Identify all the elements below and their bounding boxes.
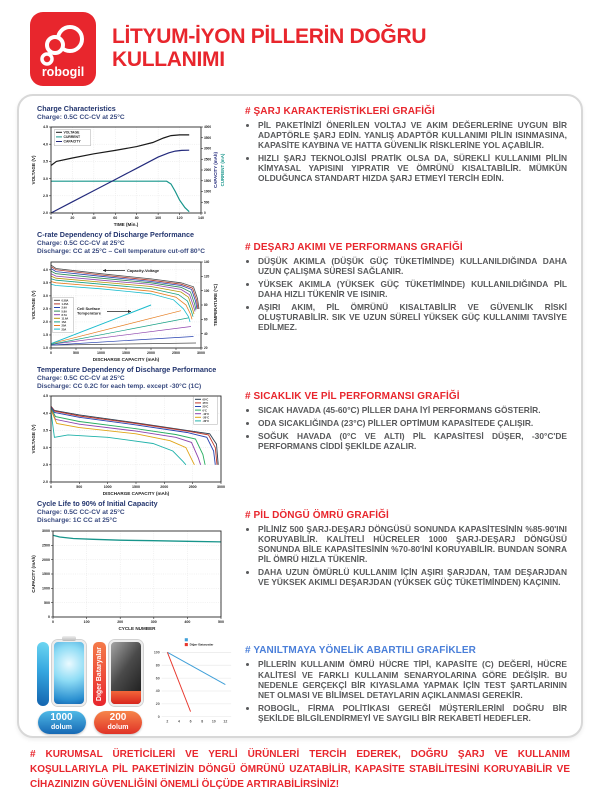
svg-text:2.5: 2.5 (43, 463, 48, 468)
svg-text:10: 10 (211, 719, 216, 724)
bullet-list (245, 120, 567, 183)
svg-text:3000: 3000 (204, 146, 212, 151)
svg-text:5.8A: 5.8A (61, 310, 67, 314)
svg-text:4.5: 4.5 (43, 125, 48, 130)
other-battery-group (93, 634, 143, 734)
chart-cycle-life (29, 499, 235, 631)
svg-text:0: 0 (204, 211, 206, 216)
charge-count-badge-bad (94, 711, 142, 734)
svg-text:8.7A: 8.7A (61, 313, 67, 317)
bullet-list (245, 659, 567, 722)
chart-subtitle: Charge: 0.5C CC-CV at 25°C (37, 114, 125, 121)
svg-text:VOLTAGE (V): VOLTAGE (V) (31, 155, 36, 185)
svg-text:25A: 25A (61, 328, 67, 332)
battery-cap (119, 640, 133, 641)
svg-text:Temperature: Temperature (77, 310, 101, 316)
svg-text:3.5: 3.5 (43, 428, 48, 433)
svg-text:400: 400 (184, 619, 191, 624)
svg-text:80: 80 (155, 663, 160, 668)
section-dongu-omru (245, 510, 567, 590)
svg-text:Cell Surface: Cell Surface (77, 305, 101, 311)
content-card (17, 94, 583, 738)
svg-text:2500: 2500 (204, 157, 212, 162)
svg-text:3.0: 3.0 (43, 445, 48, 450)
svg-text:1000: 1000 (97, 350, 105, 355)
svg-text:3.0: 3.0 (43, 177, 48, 182)
svg-text:100: 100 (204, 288, 210, 293)
section-desarj-akimi (245, 242, 567, 336)
svg-text:VOLTAGE (V): VOLTAGE (V) (31, 290, 36, 320)
section-heading: # YANILTMAYA YÖNELİK ABARTILI GRAFİKLER (245, 645, 476, 657)
svg-text:100: 100 (155, 216, 162, 221)
svg-text:0: 0 (48, 614, 50, 619)
svg-text:2000: 2000 (160, 485, 169, 490)
svg-text:1000: 1000 (103, 485, 112, 490)
svg-text:1500: 1500 (42, 571, 50, 576)
svg-text:CURRENT (mA): CURRENT (mA) (220, 153, 225, 187)
svg-text:CAPACITY: CAPACITY (63, 139, 81, 144)
charge-count-unit: dolum (107, 724, 129, 732)
chart-subtitle: Charge: 0.5C CC-CV at 25°C (37, 509, 125, 517)
svg-text:2.0: 2.0 (43, 480, 48, 485)
bullet-list (245, 524, 567, 587)
svg-text:2.9A: 2.9A (61, 306, 67, 310)
svg-text:2.0: 2.0 (43, 211, 48, 216)
svg-text:2000: 2000 (42, 557, 50, 562)
chart-title: Temperature Dependency of Discharge Performance (37, 364, 217, 374)
charge-count-value: 200 (109, 712, 127, 724)
battery-glow-capsule (37, 642, 49, 706)
full-battery-illustration (52, 640, 86, 706)
charge-characteristics-plot (29, 122, 229, 228)
svg-text:3.0: 3.0 (43, 293, 48, 298)
chart-subtitle: Discharge: 1C CC at 25°C (37, 517, 117, 525)
svg-text:4.0: 4.0 (43, 142, 48, 147)
svg-text:25°C: 25°C (202, 405, 209, 409)
svg-text:Capacity-Voltage: Capacity-Voltage (127, 267, 160, 273)
svg-text:1500: 1500 (204, 179, 212, 184)
chart-title: C-rate Dependency of Discharge Performance (37, 230, 194, 240)
other-batteries-banner-label: Diğer Bataryalar (96, 646, 103, 701)
svg-text:60: 60 (155, 675, 160, 680)
svg-text:1.5: 1.5 (43, 332, 48, 337)
svg-text:60: 60 (113, 216, 118, 221)
svg-text:TEMPERATURE (°C): TEMPERATURE (°C) (213, 283, 218, 326)
bullet-item: • PİLİNİZ 500 ŞARJ-DEŞARJ DÖNGÜSÜ SONUNDA KAPASİTESİNİN %85-90'INI KORUYABİLİR. KALİTELİ HÜCRELER 1000 ŞARJ-DEŞARJ DÖNGÜSÜ SONUNDA BİLE KAPASİTESİNİN %70-80'İNİ KORUYABİLİR. BUNDAN SONRA PİL ÖMRÜ HIZLA TÜKENİR. (258, 524, 567, 564)
svg-text:-30°C: -30°C (202, 420, 210, 424)
crate-dependency-plot (29, 257, 229, 363)
svg-text:3000: 3000 (217, 485, 225, 490)
svg-text:45°C: 45°C (202, 402, 209, 406)
bullet-item: • PİLLERİN KULLANIM ÖMRÜ HÜCRE TİPİ, KAPASİTE (C) DEĞERİ, HÜCRE KALİTESİ VE FARKLI KULLANIM SENARYOLARINA GÖRE DEĞİŞİR. BU NEDENLE GERÇEKÇİ BİR KIYASLAMA YAPMAK İÇİN TEST ŞARTLARININ NET OLMASI VE BİLİMSEL DETAYLARIN AÇIKLANMASI GEREKİR. (258, 659, 567, 699)
footer-warning-text: # KURUMSAL ÜRETİCİLERİ VE YERLİ ÜRÜNLERİ TERCİH EDEREK, DOĞRU ŞARJ VE KULLANIM KOŞULLARIYLA PİL PAKETİNİZİN DÖNGÜ ÖMRÜNÜ UZATABİLİR, KAPASİTE STABİLİTESİNİ KORUYABİLİR VE CİHAZINIZIN GÜVENLİĞİNİ ÖNEMLİ ÖLÇÜDE ARTIRABİLİRSİNİZ! (30, 749, 570, 790)
section-yaniltici-grafikler (245, 645, 567, 725)
robogil-logo (30, 12, 96, 86)
cycle-life-plot (29, 526, 229, 632)
svg-text:0: 0 (52, 619, 54, 624)
charts-column (29, 104, 235, 732)
svg-text:500: 500 (76, 485, 83, 490)
bullet-item: • DAHA UZUN ÖMÜRLÜ KULLANIM İÇİN AŞIRI ŞARJDAN, TAM DEŞARJDAN VE YÜKSEK AKIMLI DEŞARJDAN (YÜKSEK GÜÇ TÜKETİMİNDEN) KAÇININ. (258, 567, 567, 587)
section-heading: # DEŞARJ AKIMI VE PERFORMANS GRAFİĞİ (245, 241, 463, 253)
section-heading: # PİL DÖNGÜ ÖMRÜ GRAFİĞİ (245, 509, 389, 521)
svg-text:80: 80 (204, 302, 208, 307)
chart-subtitle: Charge: 0.5C CC-CV at 25°C (37, 240, 125, 248)
svg-text:100: 100 (83, 619, 90, 624)
chart-title: Cycle Life to 90% of Initial Capacity (37, 499, 158, 509)
bullet-item: • ODA SICAKLIĞINDA (23°C) PİLLER OPTİMUM KAPASİTEDE ÇALIŞIR. (258, 418, 567, 428)
svg-text:2500: 2500 (42, 543, 50, 548)
svg-text:1000: 1000 (42, 586, 50, 591)
svg-text:2500: 2500 (188, 485, 197, 490)
battery-comparison-graphic (29, 634, 235, 734)
page-header (0, 0, 600, 90)
section-heading: # ŞARJ KARAKTERİSTİKLERİ GRAFİĞİ (245, 106, 435, 117)
bullet-item: • SOĞUK HAVADA (0°C VE ALTI) PİL KAPASİTESİ DÜŞER, -30°C'DE PERFORMANS CİDDİ ŞEKİLDE AZALIR. (258, 431, 567, 451)
svg-text:1500: 1500 (132, 485, 140, 490)
section-heading: # SICAKLIK VE PİL PERFORMANSI GRAFİĞİ (245, 390, 460, 402)
chart-charge-characteristics (29, 104, 235, 228)
svg-text:1.45A: 1.45A (61, 302, 69, 306)
svg-text:VOLTAGE: VOLTAGE (63, 130, 80, 135)
svg-text:20: 20 (70, 216, 75, 221)
chart-subtitle: Discharge: CC 0.2C for each temp. except -30°C (1C) (37, 382, 202, 390)
temperature-dependency-plot (29, 391, 229, 497)
svg-text:60: 60 (204, 317, 208, 322)
battery-low-level-fill (111, 691, 141, 704)
svg-text:200: 200 (117, 619, 124, 624)
svg-text:20A: 20A (61, 324, 67, 328)
svg-text:40: 40 (155, 688, 160, 693)
charge-count-badge-good (38, 711, 86, 734)
svg-text:1500: 1500 (122, 350, 130, 355)
chart-title: Charge Characteristics (37, 104, 116, 113)
charge-count-unit: dolum (51, 724, 72, 732)
svg-text:3.5: 3.5 (43, 159, 48, 164)
bullet-item: • YÜKSEK AKIMLA (YÜKSEK GÜÇ TÜKETİMİNDE) KULLANILDIĞINDA PİL DAHA HIZLI TÜKENİR VE ISINIR. (258, 279, 567, 299)
svg-text:500: 500 (218, 619, 224, 624)
section-sicaklik-performans (245, 391, 567, 454)
bullet-item: • DÜŞÜK AKIMLA (DÜŞÜK GÜÇ TÜKETİMİNDE) KULLANILDIĞINDA DAHA UZUN ÇALIŞMA SÜRESİ SAĞLANIR. (258, 256, 567, 276)
section-sarj-karakteristikleri (245, 106, 567, 186)
svg-text:120: 120 (176, 216, 183, 221)
svg-text:0: 0 (157, 714, 160, 719)
bullet-list (245, 256, 567, 333)
svg-text:500: 500 (204, 200, 210, 205)
svg-text:-10°C: -10°C (202, 413, 210, 417)
svg-text:CAPACITY (mAh): CAPACITY (mAh) (213, 152, 218, 189)
cycle-comparison-mini-plot (150, 634, 235, 728)
bullet-item: • AŞIRI AKIM, PİL ÖMRÜNÜ KISALTABİLİR VE GÜVENLİK RİSKİ OLUŞTURABİLİR. SIK VE UZUN SÜRELİ YÜKSEK GÜÇ KULLANIMI TAVSİYE EDİLMEZ. (258, 302, 567, 332)
svg-text:0: 0 (50, 216, 52, 221)
page-title-line1: LİTYUM-İYON PİLLERİN DOĞRU (112, 25, 427, 49)
svg-text:4: 4 (178, 719, 180, 724)
svg-text:500: 500 (44, 600, 50, 605)
bullet-item: • ROBOGİL, FİRMA POLİTİKASI GEREĞİ MÜŞTERİLERİNİ DOĞRU BİR ŞEKİLDE BİLGİLENDİRMEYİ VE SAYGILI BİR REKABETİ HEDEFLER. (258, 703, 567, 723)
page-title (112, 26, 426, 71)
svg-text:CYCLE NUMBER: CYCLE NUMBER (118, 625, 156, 631)
svg-text:0: 0 (50, 485, 52, 490)
chart-crate-dependency (29, 230, 235, 362)
logo-text: robogil (41, 65, 85, 79)
other-batteries-banner (93, 642, 106, 706)
svg-text:20: 20 (204, 345, 208, 350)
svg-text:11.6A: 11.6A (61, 317, 69, 321)
battery-cap (62, 636, 76, 641)
svg-text:2000: 2000 (147, 350, 155, 355)
svg-text:0.58A: 0.58A (61, 299, 69, 303)
svg-text:3500: 3500 (204, 136, 212, 141)
svg-text:Diğer Bataryalar: Diğer Bataryalar (189, 642, 214, 647)
svg-text:8: 8 (201, 719, 204, 724)
svg-text:DISCHARGE CAPACITY (mAh): DISCHARGE CAPACITY (mAh) (102, 491, 170, 497)
svg-text:2500: 2500 (172, 350, 180, 355)
svg-text:0°C: 0°C (202, 409, 207, 413)
svg-text:CURRENT: CURRENT (63, 135, 81, 140)
svg-text:100: 100 (153, 650, 160, 655)
text-column (235, 104, 571, 732)
svg-text:80: 80 (134, 216, 139, 221)
svg-text:2: 2 (166, 719, 169, 724)
svg-text:2.5: 2.5 (43, 306, 48, 311)
svg-text:2000: 2000 (204, 168, 212, 173)
svg-text:6: 6 (189, 719, 192, 724)
svg-text:2.5: 2.5 (43, 194, 48, 199)
empty-battery-illustration (109, 640, 143, 706)
svg-text:1000: 1000 (204, 189, 212, 194)
chart-temperature-dependency (29, 365, 235, 497)
bullet-list (245, 405, 567, 451)
svg-text:DISCHARGE CAPACITY (mAh): DISCHARGE CAPACITY (mAh) (92, 356, 160, 362)
svg-text:3000: 3000 (42, 528, 50, 533)
chart-subtitle: Discharge: CC at 25°C – Cell temperature cut-off 80°C (37, 248, 205, 256)
svg-text:0: 0 (50, 350, 52, 355)
bullet-item: • SICAK HAVADA (45-60°C) PİLLER DAHA İYİ PERFORMANS GÖSTERİR. (258, 405, 567, 415)
chart-subtitle: Charge: 0.5C CC-CV at 25°C (37, 374, 125, 382)
svg-text:4.0: 4.0 (43, 411, 48, 416)
svg-text:2.0: 2.0 (43, 319, 48, 324)
svg-text:1.0: 1.0 (43, 345, 48, 350)
svg-text:12: 12 (223, 719, 228, 724)
page-title-line2: KULLANIMI (112, 48, 225, 71)
charge-count-value: 1000 (50, 712, 73, 724)
svg-text:4.0: 4.0 (43, 267, 48, 272)
svg-text:300: 300 (150, 619, 157, 624)
robogil-battery-group (37, 634, 86, 734)
svg-text:120: 120 (204, 274, 210, 279)
svg-text:4.5: 4.5 (43, 394, 48, 399)
svg-text:40: 40 (91, 216, 96, 221)
svg-text:CAPACITY (mAh): CAPACITY (mAh) (31, 554, 36, 593)
svg-text:TIME (Min.): TIME (Min.) (113, 222, 139, 228)
logo-circle-medium (47, 37, 63, 53)
svg-text:-20°C: -20°C (202, 416, 210, 420)
svg-text:3000: 3000 (197, 350, 205, 355)
bullet-item: • HIZLI ŞARJ TEKNOLOJİSİ PRATİK OLSA DA, SÜREKLİ KULLANIMI PİLİN KİMYASAL YAPISINI YIPRATIR VE ÖMRÜNÜ KISALTABİLİR. MÜMKÜN OLDUĞUNCA STANDART HIZDA ŞARJ ETMEYİ TERCİH EDİN. (258, 153, 567, 183)
svg-text:3.5: 3.5 (43, 280, 48, 285)
svg-text:VOLTAGE (V): VOLTAGE (V) (31, 424, 36, 454)
svg-text:140: 140 (198, 216, 204, 221)
bullet-item: • PİL PAKETİNİZİ ÖNERİLEN VOLTAJ VE AKIM DEĞERLERİNE UYGUN BİR ADAPTÖRLE ŞARJ EDİN. YANLIŞ ADAPTÖR KULLANIMI PİLİN ISINMASINA, KAPASİTE KAYBINA VE HATTA GÜVENLİK RİSKLERİNE YOL AÇABİLİR. (258, 120, 567, 150)
svg-text:15A: 15A (61, 320, 67, 324)
svg-text:40: 40 (204, 331, 208, 336)
svg-text:20: 20 (155, 701, 160, 706)
svg-text:140: 140 (204, 259, 210, 264)
svg-text:60°C: 60°C (202, 398, 209, 402)
svg-text:4000: 4000 (204, 125, 212, 130)
svg-text:500: 500 (73, 350, 79, 355)
